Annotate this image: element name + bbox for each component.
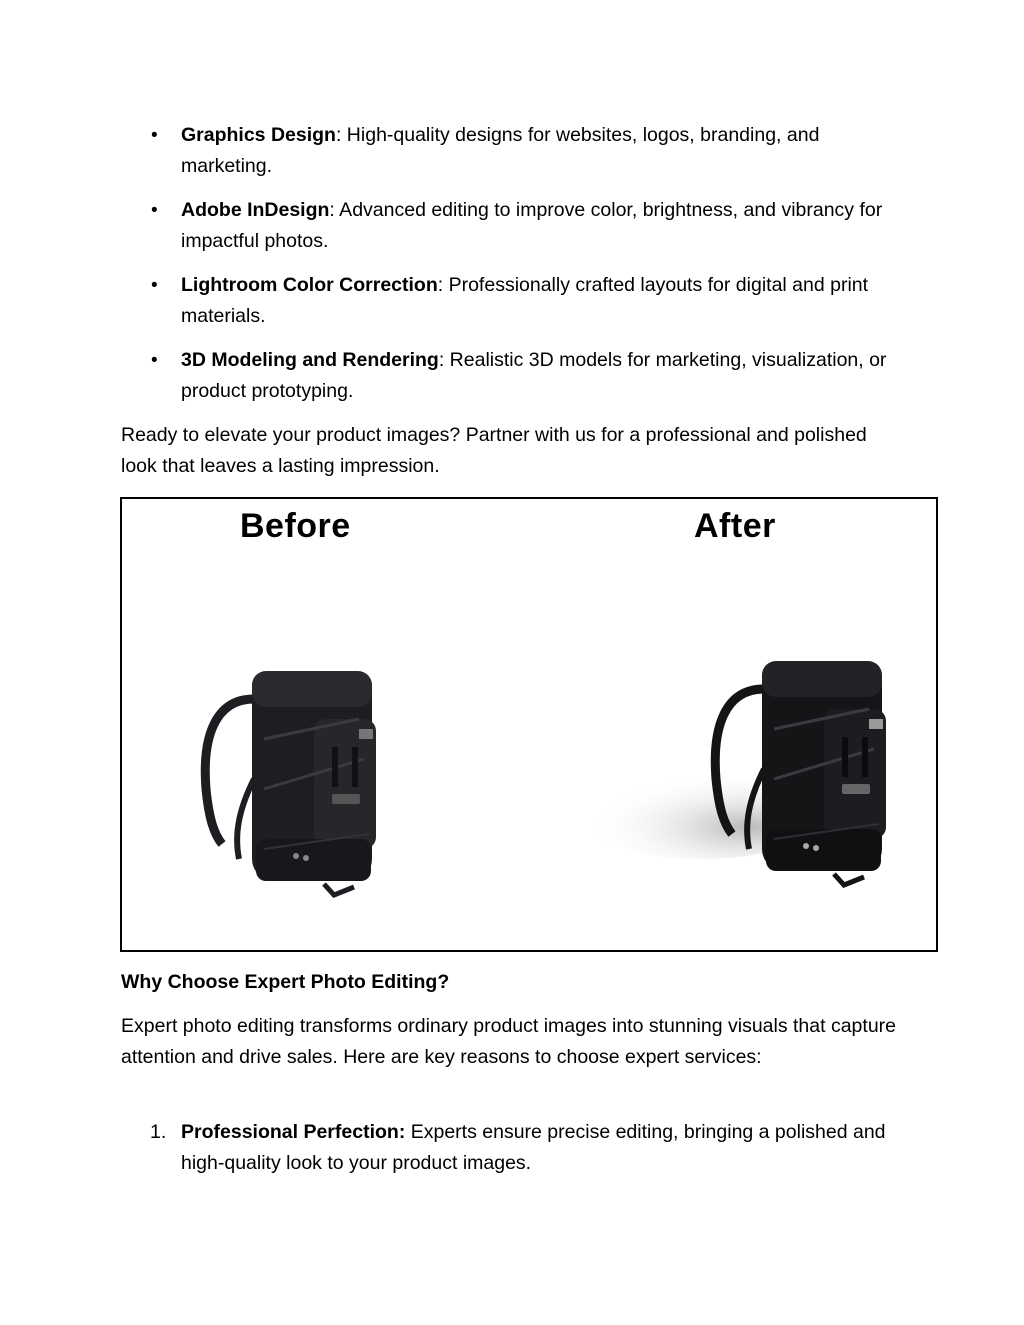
- before-label: Before: [240, 507, 351, 545]
- list-item: [121, 1117, 911, 1179]
- reasons-list: [121, 1117, 911, 1179]
- list-item: [121, 345, 911, 407]
- list-item-title: Lightroom Color Correction: [181, 274, 438, 296]
- list-item-text: Experts ensure precise editing, bringing a polished and high-quality look to your product images.: [181, 1121, 886, 1174]
- list-item: [121, 120, 911, 182]
- list-item: [121, 195, 911, 257]
- backpack-after-icon: [694, 649, 914, 889]
- cta-paragraph: Ready to elevate your product images? Partner with us for a professional and polished look that leaves a lasting impression.: [121, 424, 867, 477]
- list-item-text: : Professionally crafted layouts for digital and print materials.: [181, 274, 869, 327]
- list-item-text: : High-quality designs for websites, logos, branding, and marketing.: [181, 124, 820, 177]
- after-label: After: [694, 507, 776, 545]
- why-heading: Why Choose Expert Photo Editing?: [121, 971, 450, 993]
- list-item-text: : Realistic 3D models for marketing, visualization, or product prototyping.: [181, 349, 887, 402]
- list-item-title: Graphics Design: [181, 124, 336, 146]
- before-after-image: [120, 497, 938, 952]
- backpack-before-icon: [184, 659, 404, 899]
- list-item-title: Professional Perfection:: [181, 1121, 406, 1143]
- why-paragraph: Expert photo editing transforms ordinary product images into stunning visuals that capture attention and drive sales. Here are key reasons to choose expert services:: [121, 1015, 897, 1068]
- list-item-number: 1.: [150, 1121, 167, 1143]
- list-item-text: : Advanced editing to improve color, brightness, and vibrancy for impactful photos.: [181, 199, 883, 252]
- list-item: [121, 270, 911, 332]
- list-item-title: Adobe InDesign: [181, 199, 330, 221]
- list-item-title: 3D Modeling and Rendering: [181, 349, 439, 371]
- services-list: [121, 120, 911, 420]
